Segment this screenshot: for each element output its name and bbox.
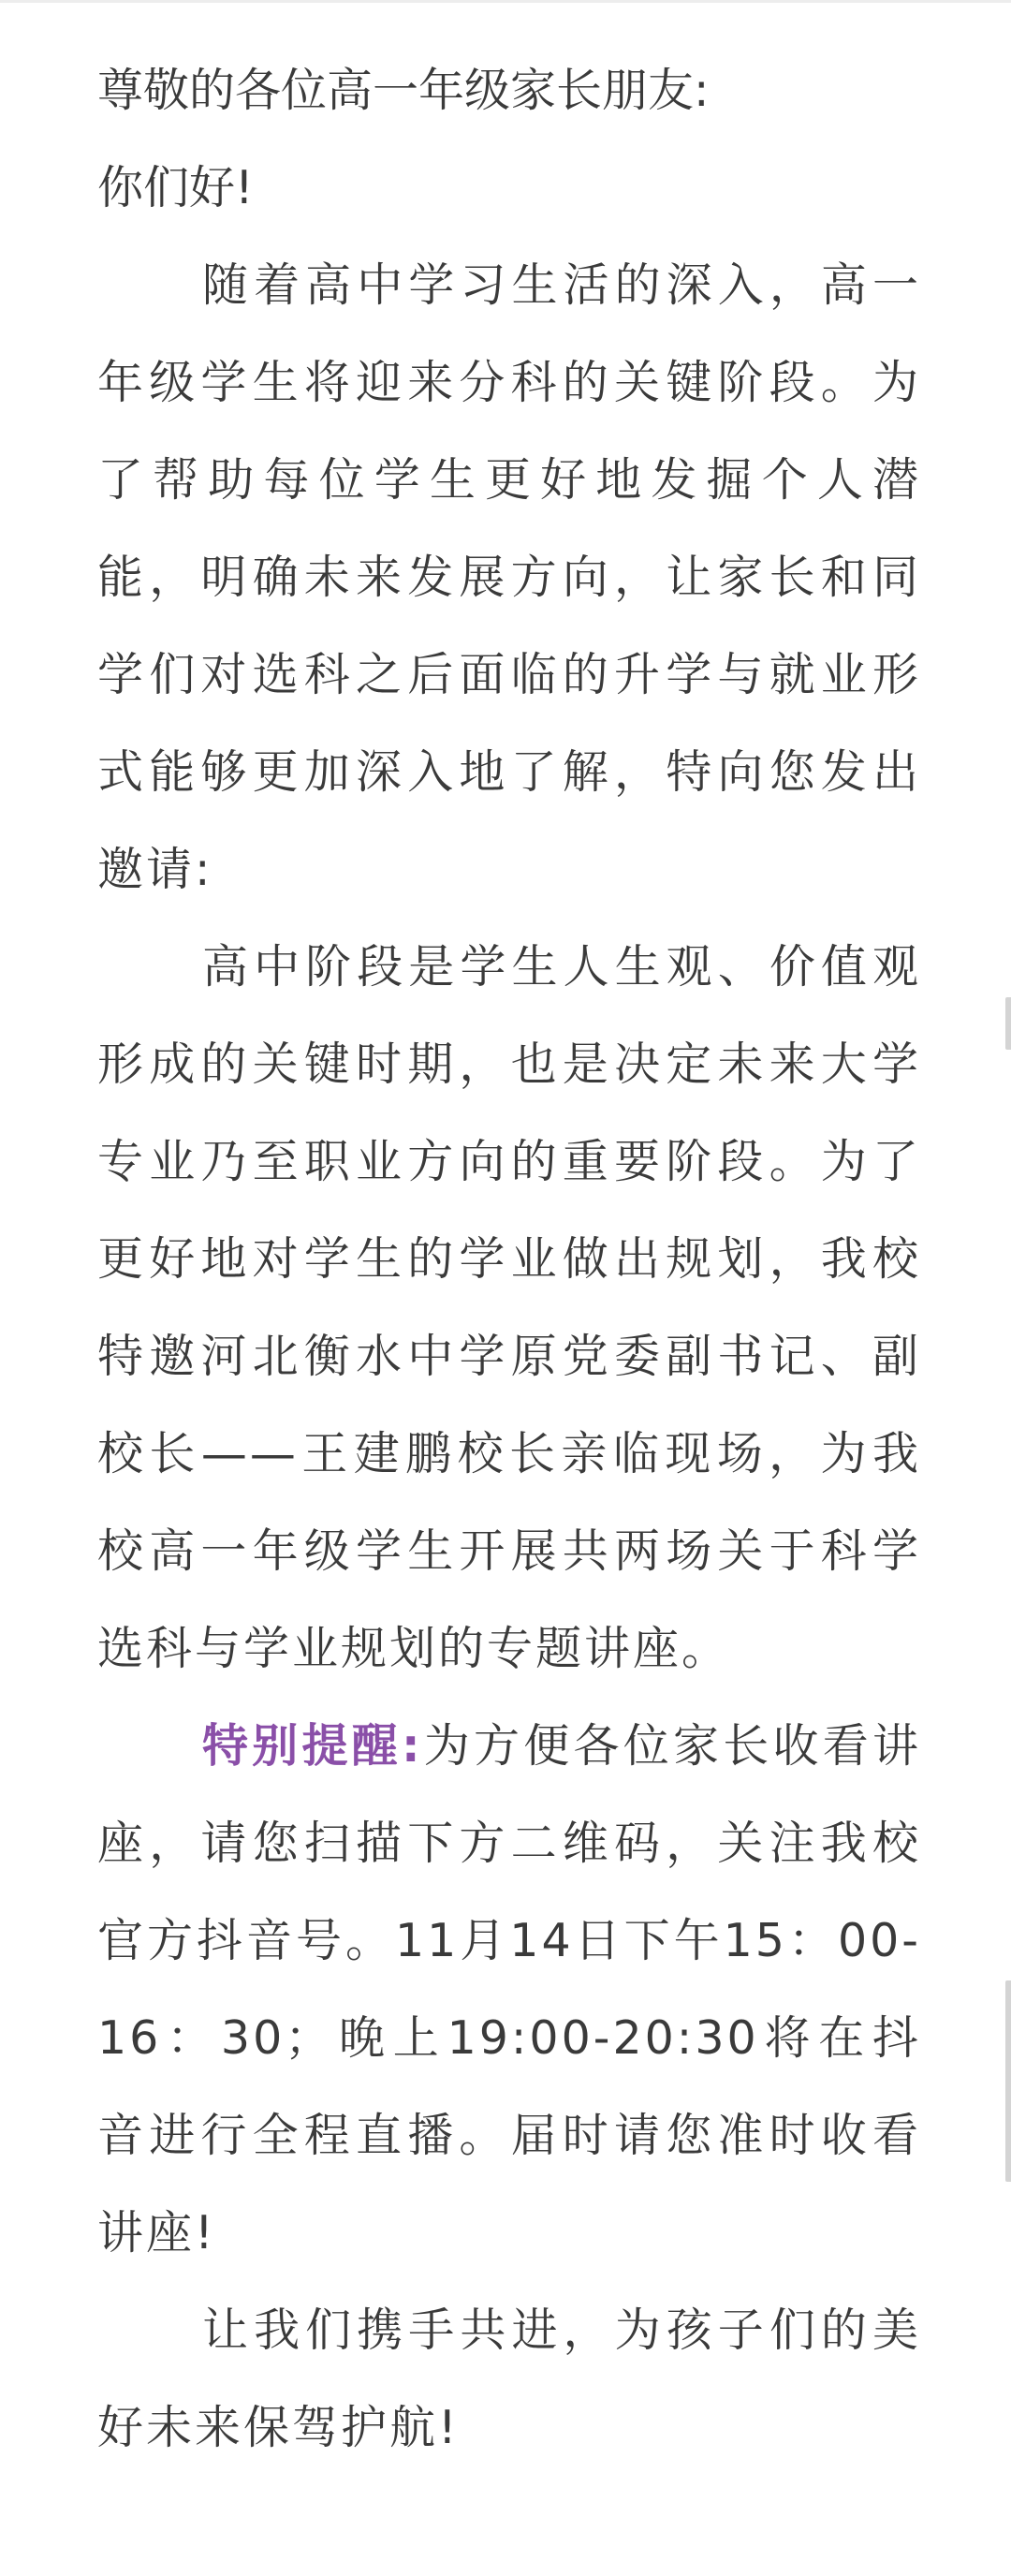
top-divider [0,0,1011,3]
salutation: 尊敬的各位高一年级家长朋友: [97,64,710,117]
paragraph-lecture: 高中阶段是学生人生观、价值观形成的关键时期，也是决定未来大学专业乃至职业方向的重要阶段。为了更好地对学生的学业做出规划，我校特邀河北衡水中学原党委副书记、副校长——王建鹏校长亲临现场，为我校高一年级学生开展共两场关于科学选科与学业规划的专题讲座。 [97,940,921,1675]
greeting: 你们好! [97,161,254,214]
reminder-label: 特别提醒: [202,1719,423,1773]
scroll-indicator[interactable] [1005,997,1011,1050]
paragraph-closing: 让我们携手共进，为孩子们的美好未来保驾护航! [97,2304,921,2454]
letter-body [97,42,921,2477]
scroll-indicator[interactable] [1005,1980,1011,2182]
paragraph-reminder [97,1698,921,2282]
reminder-text: 为方便各位家长收看讲座，请您扫描下方二维码，关注我校官方抖音号。11月14日下午15：00-16：30；晚上19:00-20:30将在抖音进行全程直播。届时请您准时收看讲座! [97,1719,921,2260]
paragraph-intro: 随着高中学习生活的深入，高一年级学生将迎来分科的关键阶段。为了帮助每位学生更好地发掘个人潜能，明确未来发展方向，让家长和同学们对选科之后面临的升学与就业形式能够更加深入地了解，特向您发出邀请: [97,258,921,896]
